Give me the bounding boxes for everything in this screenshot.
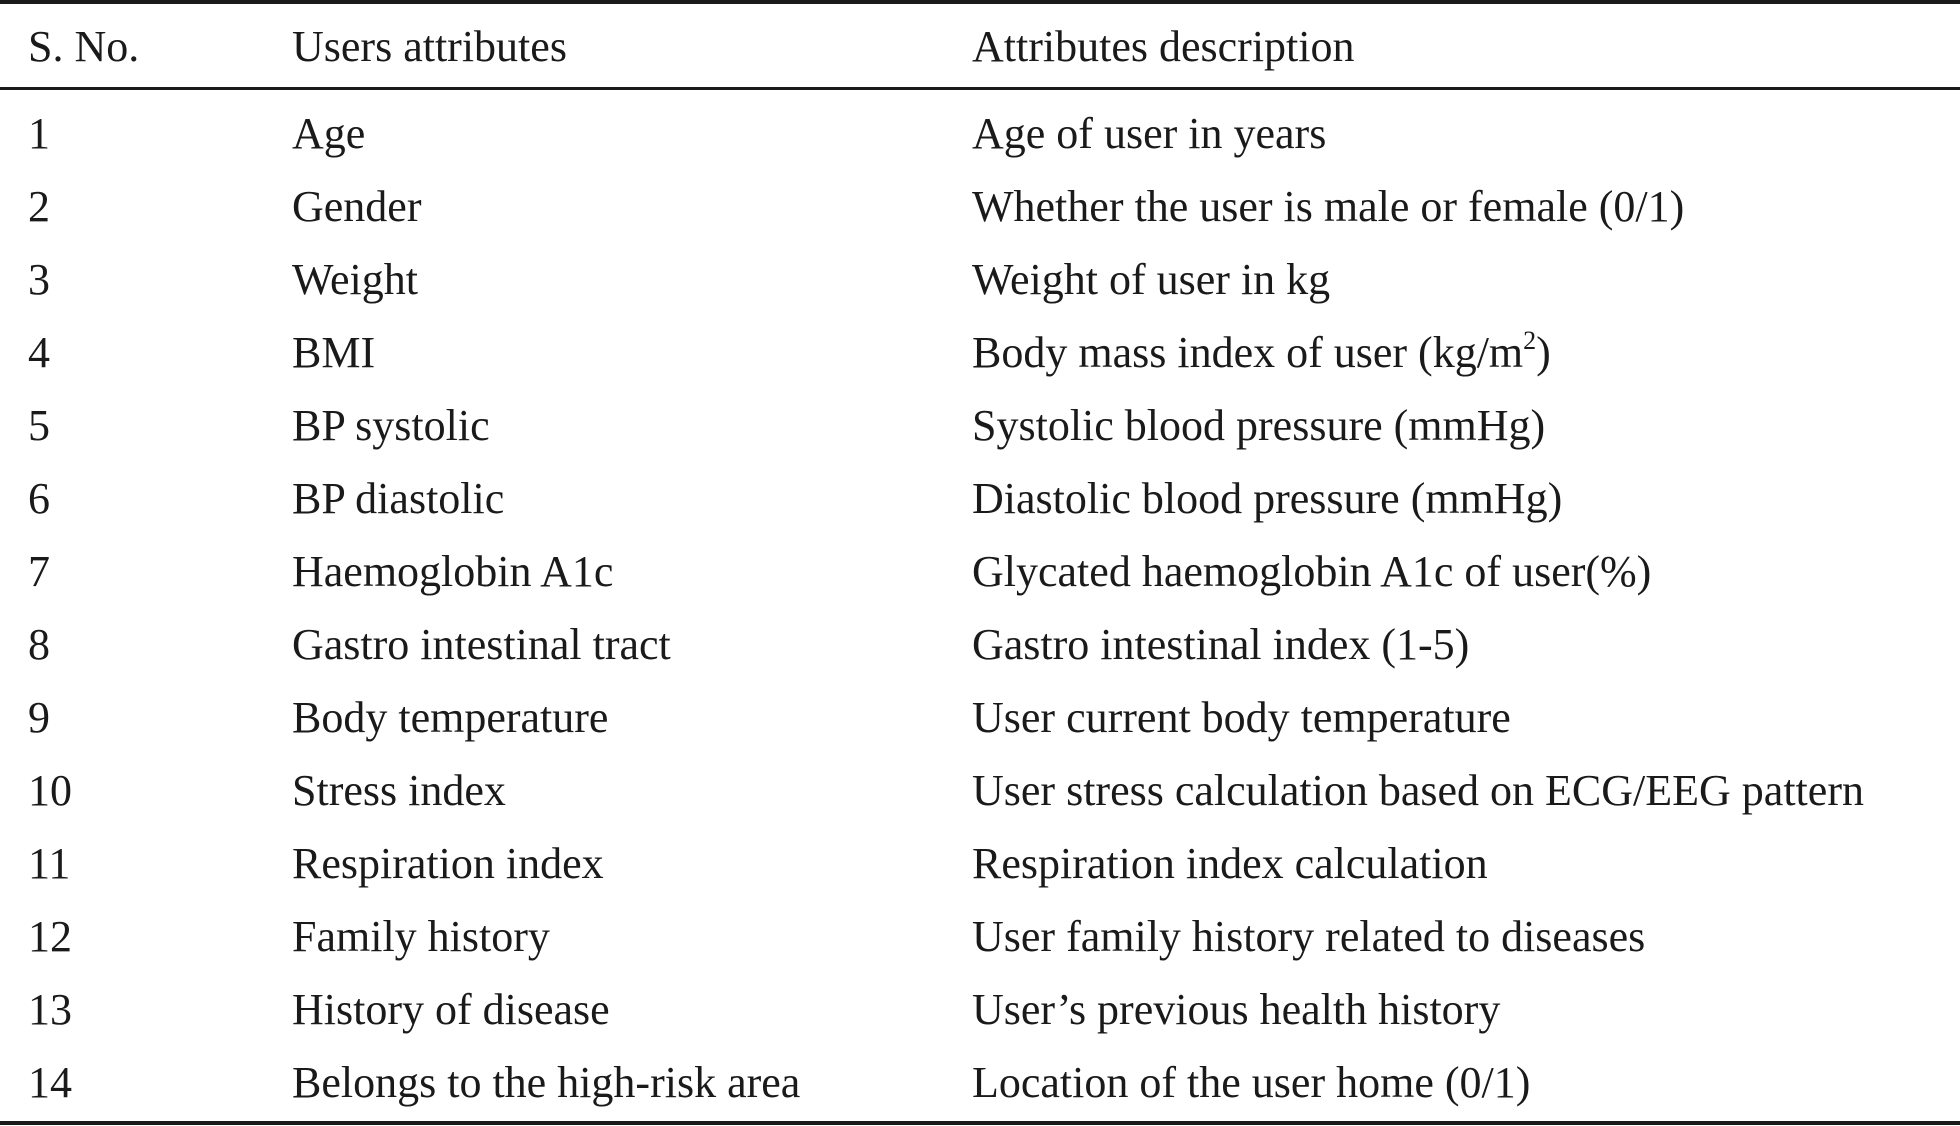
row-serial-number: 12 [28, 912, 72, 961]
table-row [0, 316, 1960, 389]
row-description [972, 316, 1551, 389]
row-description [972, 900, 1645, 973]
row-serial-number: 13 [28, 985, 72, 1034]
row-attribute: Gastro intestinal tract [292, 620, 671, 669]
row-description [972, 243, 1330, 316]
row-description-text: Body mass index of user (kg/m [972, 328, 1524, 377]
row-attribute: History of disease [292, 985, 610, 1034]
header-serial-number: S. No. [28, 22, 140, 71]
row-attribute: Weight [292, 255, 418, 304]
row-serial-number: 3 [28, 255, 50, 304]
row-description-text: Diastolic blood pressure (mmHg) [972, 474, 1563, 523]
row-description-text: User current body temperature [972, 693, 1511, 742]
row-description-text: Weight of user in kg [972, 255, 1331, 304]
row-attribute: Family history [292, 912, 550, 961]
table-row [0, 827, 1960, 900]
row-attribute: Belongs to the high-risk area [292, 1058, 801, 1107]
table-header-rule [0, 87, 1960, 90]
header-attributes-description: Attributes description [972, 22, 1355, 71]
row-description [972, 1046, 1530, 1119]
row-description [972, 462, 1562, 535]
row-serial-number: 10 [28, 766, 72, 815]
table-header-row [0, 10, 1960, 83]
row-description [972, 170, 1684, 243]
row-description-tail: ) [1536, 328, 1551, 377]
table-row [0, 900, 1960, 973]
row-description-text: Location of the user home (0/1) [972, 1058, 1531, 1107]
table-bottom-rule [0, 1121, 1960, 1125]
row-description-text: Whether the user is male or female (0/1) [972, 182, 1685, 231]
row-description-text: Respiration index calculation [972, 839, 1488, 888]
row-description-text: User’s previous health history [972, 985, 1501, 1034]
row-description-text: Systolic blood pressure (mmHg) [972, 401, 1546, 450]
row-description [972, 973, 1500, 1046]
table-row [0, 462, 1960, 535]
row-description [972, 97, 1326, 170]
row-attribute: BMI [292, 328, 376, 377]
row-description [972, 535, 1651, 608]
row-attribute: Haemoglobin A1c [292, 547, 614, 596]
row-serial-number: 6 [28, 474, 50, 523]
table-row [0, 97, 1960, 170]
row-description-text: Age of user in years [972, 109, 1327, 158]
table-row [0, 608, 1960, 681]
row-serial-number: 14 [28, 1058, 72, 1107]
table-row [0, 535, 1960, 608]
row-description [972, 827, 1488, 900]
row-attribute: Respiration index [292, 839, 604, 888]
table-top-rule [0, 0, 1960, 4]
row-description-superscript: 2 [1523, 326, 1537, 356]
row-description [972, 608, 1469, 681]
row-serial-number: 9 [28, 693, 50, 742]
row-attribute: Gender [292, 182, 422, 231]
row-description [972, 681, 1511, 754]
table-row [0, 681, 1960, 754]
header-users-attributes: Users attributes [292, 22, 567, 71]
row-serial-number: 4 [28, 328, 50, 377]
row-attribute: Body temperature [292, 693, 609, 742]
row-serial-number: 8 [28, 620, 50, 669]
table-row [0, 170, 1960, 243]
row-description-text: Gastro intestinal index (1-5) [972, 620, 1470, 669]
row-serial-number: 1 [28, 109, 50, 158]
row-attribute: BP diastolic [292, 474, 505, 523]
row-serial-number: 7 [28, 547, 50, 596]
table-row [0, 243, 1960, 316]
row-serial-number: 5 [28, 401, 50, 450]
table-row [0, 754, 1960, 827]
row-serial-number: 11 [28, 839, 71, 888]
table-row [0, 973, 1960, 1046]
row-attribute: BP systolic [292, 401, 490, 450]
row-attribute: Age [292, 109, 366, 158]
table-row [0, 1046, 1960, 1119]
row-attribute: Stress index [292, 766, 506, 815]
table-row [0, 389, 1960, 462]
row-description-text: User family history related to diseases [972, 912, 1646, 961]
row-description-text: User stress calculation based on ECG/EEG pattern [972, 766, 1864, 815]
row-description [972, 389, 1545, 462]
row-description [972, 754, 1864, 827]
row-description-text: Glycated haemoglobin A1c of user(%) [972, 547, 1652, 596]
row-serial-number: 2 [28, 182, 50, 231]
